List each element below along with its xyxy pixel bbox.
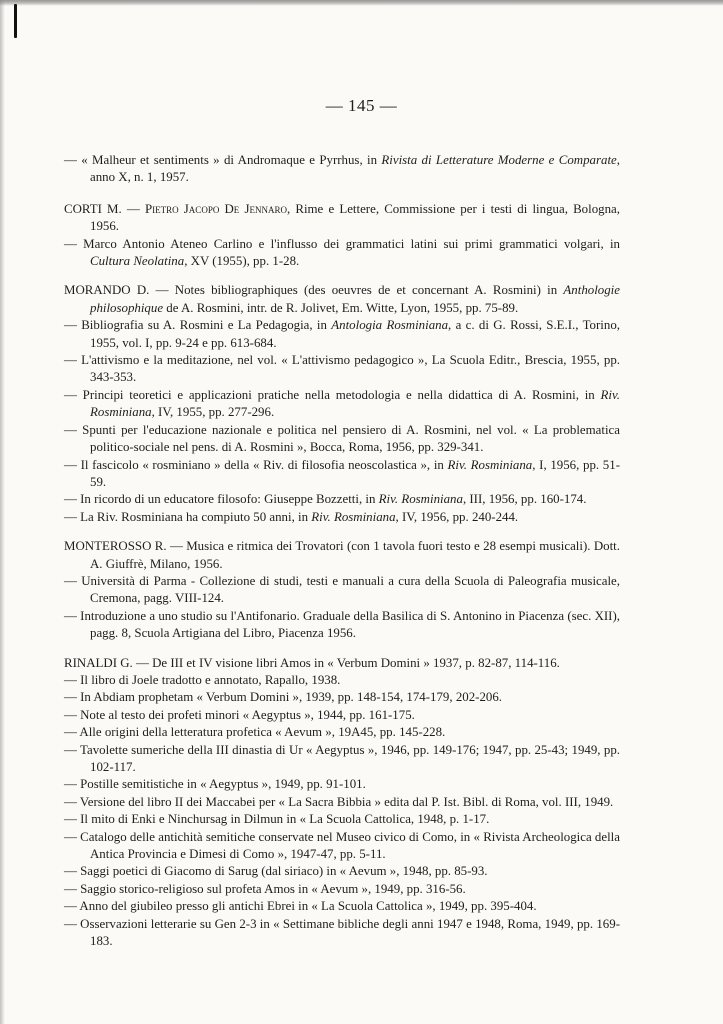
entry-text: , IV, 1956, pp. 240-244. — [395, 509, 519, 524]
entry-text: — Saggi poetici di Giacomo di Sarug (dal siriaco) in « Aevum », 1948, pp. 85-93. — [64, 864, 488, 879]
bibliography-entry — [64, 282, 620, 317]
scan-edge-left — [0, 0, 5, 1024]
bibliography-entry — [64, 707, 620, 724]
entry-text: — Università di Parma - Collezione di studi, testi e manuali a cura della Scuola di Paleografia musicale, Cremona, pagg. VIII-124. — [64, 573, 620, 606]
bibliography-entry — [64, 881, 620, 898]
entry-text: , anno X, n. 1, 1957. — [90, 153, 620, 185]
bibliography-entry — [64, 201, 620, 236]
entry-text: , IV, 1955, pp. 277-296. — [151, 405, 275, 420]
bibliography-entry — [64, 538, 620, 573]
page-number: — 145 — — [325, 96, 398, 115]
entry-text: CORTI M. — — [64, 201, 145, 216]
entry-text: , III, 1956, pp. 160-174. — [462, 492, 587, 507]
entry-text: — Alle origini della letteratura profetica « Aevum », 19A45, pp. 145-228. — [64, 725, 446, 740]
entry-text: MORANDO D. — Notes bibliographiques (des oeuvres de et concernant A. Rosmini) in — [64, 283, 564, 298]
entry-text: — Marco Antonio Ateneo Carlino e l'influsso dei grammatici latini sui primi grammatici volgari, in — [64, 236, 620, 251]
bibliography-entry — [64, 457, 620, 492]
bibliography-entry — [64, 608, 620, 643]
bibliography-entry — [64, 422, 620, 457]
bibliography-entry — [64, 863, 620, 880]
entry-text: — In Abdiam prophetam « Verbum Domini », 1939, pp. 148-154, 174-179, 202-206. — [64, 690, 503, 705]
bibliography-entry — [64, 829, 620, 864]
bibliography-entry — [64, 689, 620, 706]
entry-text: — Anno del giubileo presso gli antichi Ebrei in « La Scuola Cattolica », 1949, pp. 395-404. — [64, 899, 537, 914]
entry-text: — Introduzione a uno studio su l'Antifonario. Graduale della Basilica di S. Antonino in Piacenza (sec. XII), pagg. 8, Scuola Artigiana del Libro, Piacenza 1956. — [64, 608, 620, 641]
entry-text: — Saggio storico-religioso sul profeta Amos in « Aevum », 1949, pp. 316-56. — [64, 881, 466, 896]
bibliography-entry — [64, 152, 620, 187]
entry-text: , I, 1956, pp. 51-59. — [90, 457, 620, 489]
author-group — [64, 282, 620, 526]
entry-text: , Rime e Lettere, Commissione per i testi di lingua, Bologna, 1956. — [90, 201, 620, 234]
bibliography-entry — [64, 916, 620, 951]
entry-text: RINALDI G. — De III et IV visione libri Amos in « Verbum Domini » 1937, p. 82-87, 114-116. — [64, 655, 560, 670]
journal-title: Cultura Neolatina — [90, 254, 185, 269]
bibliography-entry — [64, 491, 620, 508]
bibliography — [64, 152, 620, 962]
entry-text: — Principi teoretici e applicazioni pratiche nella metodologia e nella didattica di A. Rosmini, in — [64, 387, 601, 402]
bibliography-entry — [64, 672, 620, 689]
journal-title: Riv. Rosminiana — [447, 457, 533, 472]
entry-text: , a c. di G. Rossi, S.E.I., Torino, 1955, vol. I, pp. 9-24 e pp. 613-684. — [90, 318, 620, 350]
entry-text: — Bibliografia su A. Rosmini e La Pedagogia, in — [64, 318, 332, 333]
author-name: Pietro Jacopo De Jennaro — [144, 201, 287, 216]
bibliography-entry — [64, 742, 620, 777]
journal-title: Rivista di Letterature Moderne e Comparate — [381, 153, 617, 167]
bibliography-entry — [64, 387, 620, 422]
entry-text: MONTEROSSO R. — Musica e ritmica dei Trovatori (con 1 tavola fuori testo e 28 esempi musicali). Dott. A. Giuffrè, Milano, 1956. — [64, 539, 620, 571]
entry-text: — In ricordo di un educatore filosofo: Giuseppe Bozzetti, in — [64, 492, 379, 507]
entry-text: — L'attivismo e la meditazione, nel vol. « L'attivismo pedagogico », La Scuola Editr., Brescia, 1955, pp. 343-353. — [64, 353, 620, 385]
entry-text: — Postille semitistiche in « Aegyptus », 1949, pp. 91-101. — [64, 777, 366, 792]
author-group — [64, 152, 620, 187]
bibliography-entry — [64, 776, 620, 793]
entry-text: — Il mito di Enki e Ninchursag in Dilmun in « La Scuola Cattolica, 1948, p. 1-17. — [64, 812, 490, 827]
bibliography-entry — [64, 655, 620, 672]
bibliography-entry — [64, 811, 620, 828]
bibliography-entry — [64, 236, 620, 271]
bibliography-entry — [64, 898, 620, 915]
entry-text: — La Riv. Rosminiana ha compiuto 50 anni, in — [64, 509, 312, 524]
entry-text: — Spunti per l'educazione nazionale e politica nel pensiero di A. Rosmini, nel vol. « La problematica politico-sociale nel pens. di A. Rosmini », Bocca, Roma, 1956, pp. 329-341. — [64, 422, 620, 455]
journal-title: Riv. Rosminiana — [378, 492, 463, 507]
journal-title: Antologia Rosminiana — [331, 318, 449, 333]
bibliography-entry — [64, 509, 620, 526]
author-group — [64, 538, 620, 642]
journal-title: Riv. Rosminiana — [90, 387, 620, 420]
bibliography-entry — [64, 573, 620, 608]
entry-text: — Il libro di Joele tradotto e annotato, Rapallo, 1938. — [64, 672, 341, 687]
entry-text: — « Malheur et sentiments » di Andromaque e Pyrrhus, in — [64, 153, 382, 167]
author-group — [64, 201, 620, 271]
author-group — [64, 655, 620, 951]
entry-text: — Catalogo delle antichità semitiche conservate nel Museo civico di Como, in « Rivista Archeologica della Antica Provincia e Dimesi di Como », 1947-47, pp. 5-11. — [64, 829, 620, 862]
bibliography-entry — [64, 317, 620, 352]
entry-text: , XV (1955), pp. 1-28. — [184, 254, 300, 269]
entry-text: de A. Rosmini, intr. de R. Jolivet, Em. Witte, Lyon, 1955, pp. 75-89. — [163, 300, 519, 315]
entry-text: — Il fascicolo « rosminiano » della « Riv. di filosofia neoscolastica », in — [64, 457, 448, 472]
bibliography-entry — [64, 352, 620, 387]
entry-text: — Versione del libro II dei Maccabei per « La Sacra Bibbia » edita dal P. Ist. Bibl. di Roma, vol. III, 1949. — [64, 794, 614, 809]
entry-text: — Tavolette sumeriche della III dinastia di Ur « Aegyptus », 1946, pp. 149-176; 1947, pp. 25-43; 1949, pp. 102-117. — [64, 742, 620, 774]
bibliography-entry — [64, 724, 620, 741]
bibliography-entry — [64, 794, 620, 811]
entry-text: — Osservazioni letterarie su Gen 2-3 in « Settimane bibliche degli anni 1947 e 1948, Roma, 1949, pp. 169-183. — [64, 916, 620, 949]
journal-title: Riv. Rosminiana — [311, 509, 396, 524]
journal-title: Anthologie philosophique — [90, 283, 620, 315]
entry-text: — Note al testo dei profeti minori « Aegyptus », 1944, pp. 161-175. — [64, 707, 415, 722]
scan-edge-top — [0, 0, 723, 6]
scan-mark — [14, 4, 17, 38]
